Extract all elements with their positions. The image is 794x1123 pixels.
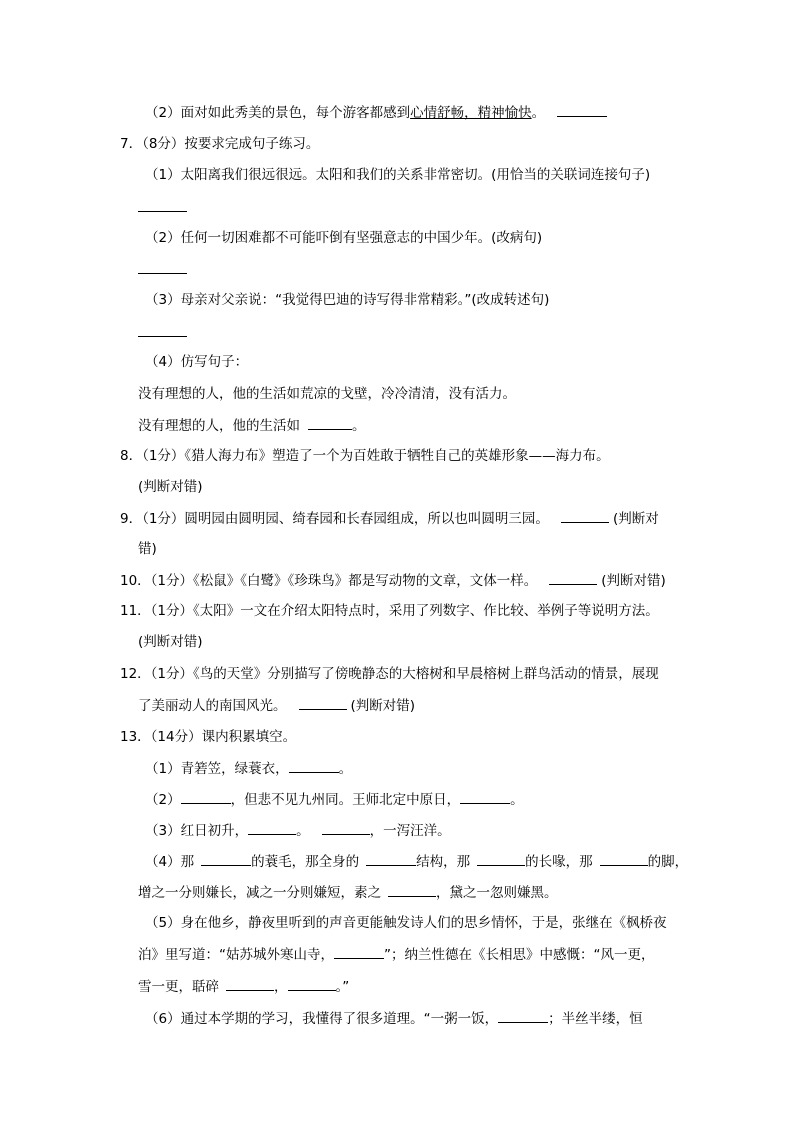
q13-5-text-d: 雪一更，聒碎 <box>138 979 219 995</box>
q13-5-comma: ， <box>274 979 288 995</box>
q13-4-text-f: 增之一分则嫌长，减之一分则嫌短，素之 <box>138 885 381 901</box>
q13-3-text: （3）红日初升， <box>145 823 249 839</box>
q13-4-answer-blank-4[interactable] <box>600 853 648 866</box>
q10-line <box>120 572 666 589</box>
q11-text: 11．（1分）《太阳》一文在介绍太阳特点时，采用了列数字、作比较、举例子等说明方法。 <box>120 603 659 619</box>
q9-text: 9．（1分）圆明园由圆明园、绮春园和长春园组成，所以也叫圆明三园。 <box>120 511 549 527</box>
q13-4-answer-blank-3[interactable] <box>477 853 525 866</box>
q13-2-period: 。 <box>510 792 524 808</box>
q13-4-answer-blank-1[interactable] <box>201 853 251 866</box>
q13-4-line2 <box>138 884 558 901</box>
q7-3-text: （3）母亲对父亲说：“我觉得巴迪的诗写得非常精彩。”(改成转述句) <box>145 292 550 308</box>
q11-judge: (判断对错) <box>138 634 203 650</box>
q6-2-text: （2）面对如此秀美的景色，每个游客都感到 <box>145 105 411 121</box>
q13-6-text-end: ；半丝半缕，恒 <box>548 1011 643 1027</box>
q13-5-line3 <box>138 978 349 995</box>
q7-2-answer-blank[interactable] <box>138 273 187 274</box>
q13-1-text: （1）青箬笠，绿蓑衣， <box>145 761 289 777</box>
q7-3-answer-blank[interactable] <box>138 336 187 337</box>
q6-2-underlined-text: 心情舒畅，精神愉快 <box>410 105 532 121</box>
q13-4-text-d: 的长喙，那 <box>525 854 593 870</box>
q13-3-answer-blank-1[interactable] <box>248 822 296 835</box>
q9-line <box>120 510 659 527</box>
q13-6-line <box>145 1010 643 1027</box>
q13-6-text: （6）通过本学期的学习，我懂得了很多道理。“一粥一饭， <box>145 1011 499 1027</box>
q13-2-num: （2） <box>145 792 181 808</box>
q7-4-text: （4）仿写句子： <box>145 354 249 370</box>
q13-3-period: 。 <box>296 823 310 839</box>
q12-judge: (判断对错) <box>350 698 416 714</box>
q6-2-period: 。 <box>531 105 546 121</box>
q9-judge-start: (判断对 <box>612 511 659 527</box>
q13-2-answer-blank-1[interactable] <box>181 791 231 804</box>
q13-4-answer-blank-5[interactable] <box>388 884 436 897</box>
q13-4-text-e: 的脚， <box>647 854 689 870</box>
q13-2-text: ，但悲不见九州同。王师北定中原日， <box>230 792 461 808</box>
q10-judge: (判断对错) <box>601 573 666 589</box>
q13-4-text-a: （4）那 <box>145 854 195 870</box>
q13-2-answer-blank-2[interactable] <box>460 791 510 804</box>
q13-4-line <box>145 853 688 870</box>
q13-2-line <box>145 791 524 808</box>
q13-6-answer-blank[interactable] <box>498 1010 548 1023</box>
q7-1-text: （1）太阳离我们很远很远。太阳和我们的关系非常密切。(用恰当的关联词连接句子) <box>145 167 651 183</box>
q7-4-prompt <box>138 417 366 434</box>
q13-3-text-end: ，一泻汪洋。 <box>369 823 451 839</box>
q6-2-answer-blank[interactable] <box>557 104 607 117</box>
q13-5-text: （5）身在他乡，静夜里听到的声音更能触发诗人们的思乡情怀，于是，张继在《枫桥夜 <box>145 915 667 931</box>
q13-4-answer-blank-2[interactable] <box>366 853 416 866</box>
q13-5-answer-blank-1[interactable] <box>334 946 384 959</box>
q12-answer-blank[interactable] <box>299 697 347 710</box>
q13-5-answer-blank-3[interactable] <box>288 978 336 991</box>
q7-4-prompt-text: 没有理想的人，他的生活如 <box>138 418 300 434</box>
q13-4-text-g: ，黛之一忽则嫌黑。 <box>436 885 558 901</box>
q7-2-text: （2）任何一切困难都不可能吓倒有坚强意志的中国少年。(改病句) <box>145 230 543 246</box>
q13-4-text-c: 结构，那 <box>416 854 471 870</box>
q13-5-answer-blank-2[interactable] <box>226 978 274 991</box>
q13-1-line <box>145 760 352 777</box>
q13-5-text-c: ”；纳兰性德在《长相思》中感慨：“风一更， <box>384 947 655 963</box>
q6-2-line <box>145 104 607 121</box>
q13-3-line <box>145 822 451 839</box>
q7-4-example: 没有理想的人，他的生活如荒凉的戈壁，冷冷清清，没有活力。 <box>138 386 516 402</box>
q12-text-cont: 了美丽动人的南国风光。 <box>138 698 287 714</box>
q13-5-line2 <box>138 946 655 963</box>
q10-text: 10．（1分）《松鼠》《白鹭》《珍珠鸟》都是写动物的文章，文体一样。 <box>120 573 538 589</box>
q10-answer-blank[interactable] <box>549 572 597 585</box>
q7-4-period: 。 <box>352 418 366 434</box>
q13-5-end: 。” <box>335 979 350 995</box>
q8-text: 8．（1分）《猎人海力布》塑造了一个为百姓敢于牺牲自己的英雄形象——海力布。 <box>120 448 610 464</box>
q7-1-answer-blank[interactable] <box>138 211 187 212</box>
q9-answer-blank[interactable] <box>561 510 609 523</box>
q13-4-text-b: 的蓑毛，那全身的 <box>251 854 360 870</box>
q9-judge-end: 错) <box>138 541 157 557</box>
q12-line2 <box>138 697 415 714</box>
q8-judge: (判断对错) <box>138 479 203 495</box>
q7-title: 7．（8分）按要求完成句子练习。 <box>120 136 320 152</box>
q13-3-answer-blank-2[interactable] <box>322 822 370 835</box>
q13-title: 13．（14分）课内积累填空。 <box>120 729 297 745</box>
q13-1-answer-blank[interactable] <box>289 760 339 773</box>
q13-5-text-b: 泊》里写道：“姑苏城外寒山寺， <box>138 947 334 963</box>
q7-4-answer-blank[interactable] <box>308 417 352 430</box>
q13-1-period: 。 <box>338 761 353 777</box>
q12-text: 12．（1分）《鸟的天堂》分别描写了傍晚静态的大榕树和早晨榕树上群鸟活动的情景，展现 <box>120 666 659 682</box>
